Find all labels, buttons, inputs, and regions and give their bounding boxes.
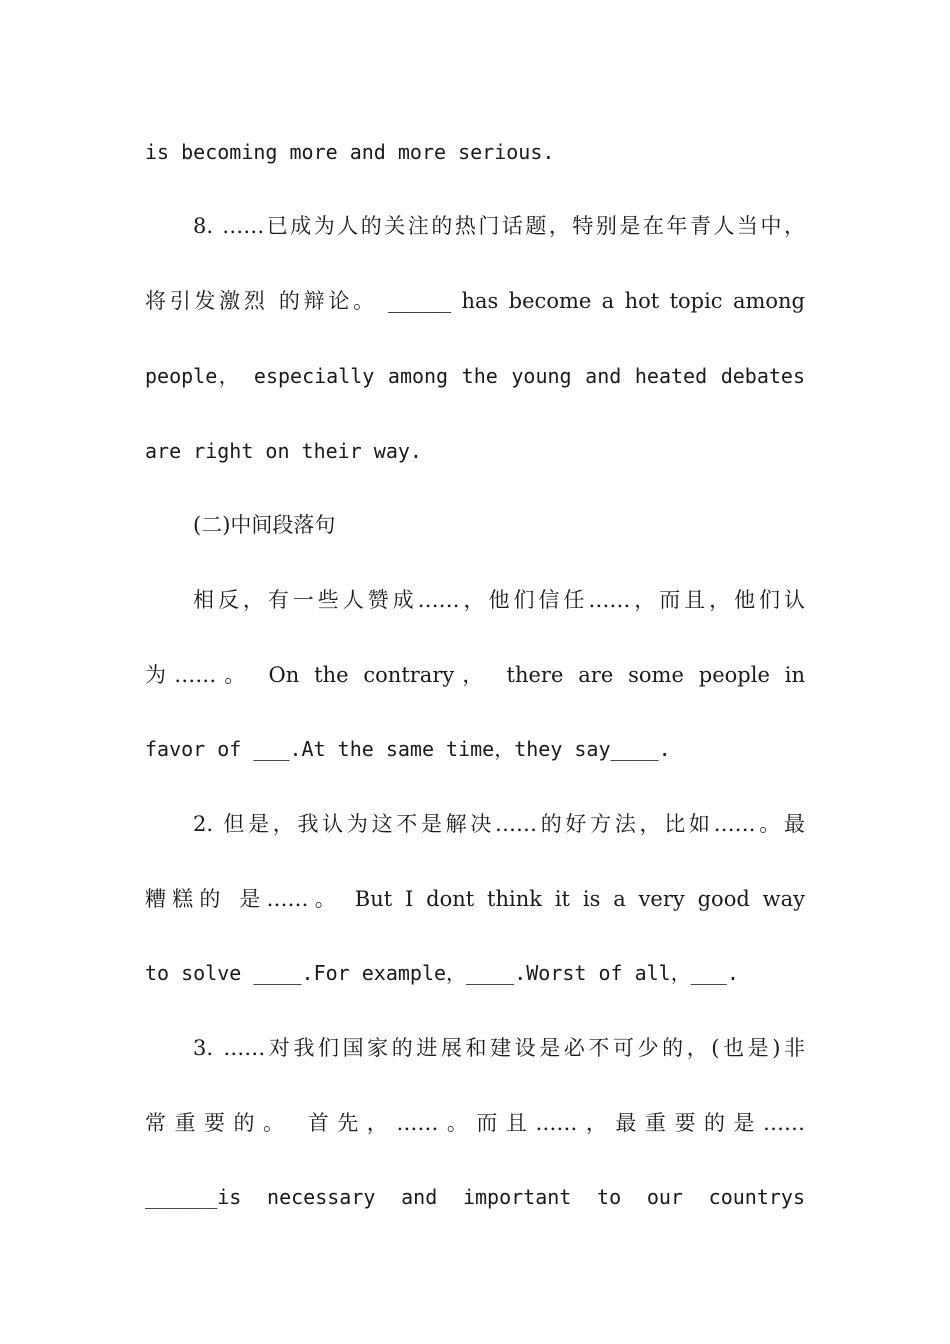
text-line: are right on their way. xyxy=(145,439,422,463)
text-line: 糟糕的 是……。 But I dont think it is a very good way xyxy=(145,887,805,911)
text-line: is becoming more and more serious. xyxy=(145,140,555,164)
section-heading: (二)中间段落句 xyxy=(193,513,336,537)
text-line: 3. ……对我们国家的进展和建设是必不可少的，(也是)非 xyxy=(193,1036,805,1060)
text-line: 将引发激烈 的辩论。 ______ has become a hot topic among xyxy=(145,289,805,313)
text-line: people， especially among the young and heated debates xyxy=(145,364,805,388)
text-line: to solve ____.For example，____.Worst of all，___. xyxy=(145,961,739,985)
text-line: 相反，有一些人赞成……，他们信任……，而且，他们认 xyxy=(193,588,805,612)
text-line: favor of ___.At the same time，they say____. xyxy=(145,737,671,761)
text-line: 常重要的。 首先，……。而且……，最重要的是…… xyxy=(145,1111,805,1135)
text-line: ______is necessary and important to our countrys xyxy=(145,1185,805,1209)
text-line: 8. ……已成为人的关注的热门话题，特别是在年青人当中， xyxy=(193,214,805,238)
text-line: 为……。 On the contrary， there are some people in xyxy=(145,663,805,687)
text-line: 2. 但是，我认为这不是解决……的好方法，比如……。最 xyxy=(193,812,805,836)
